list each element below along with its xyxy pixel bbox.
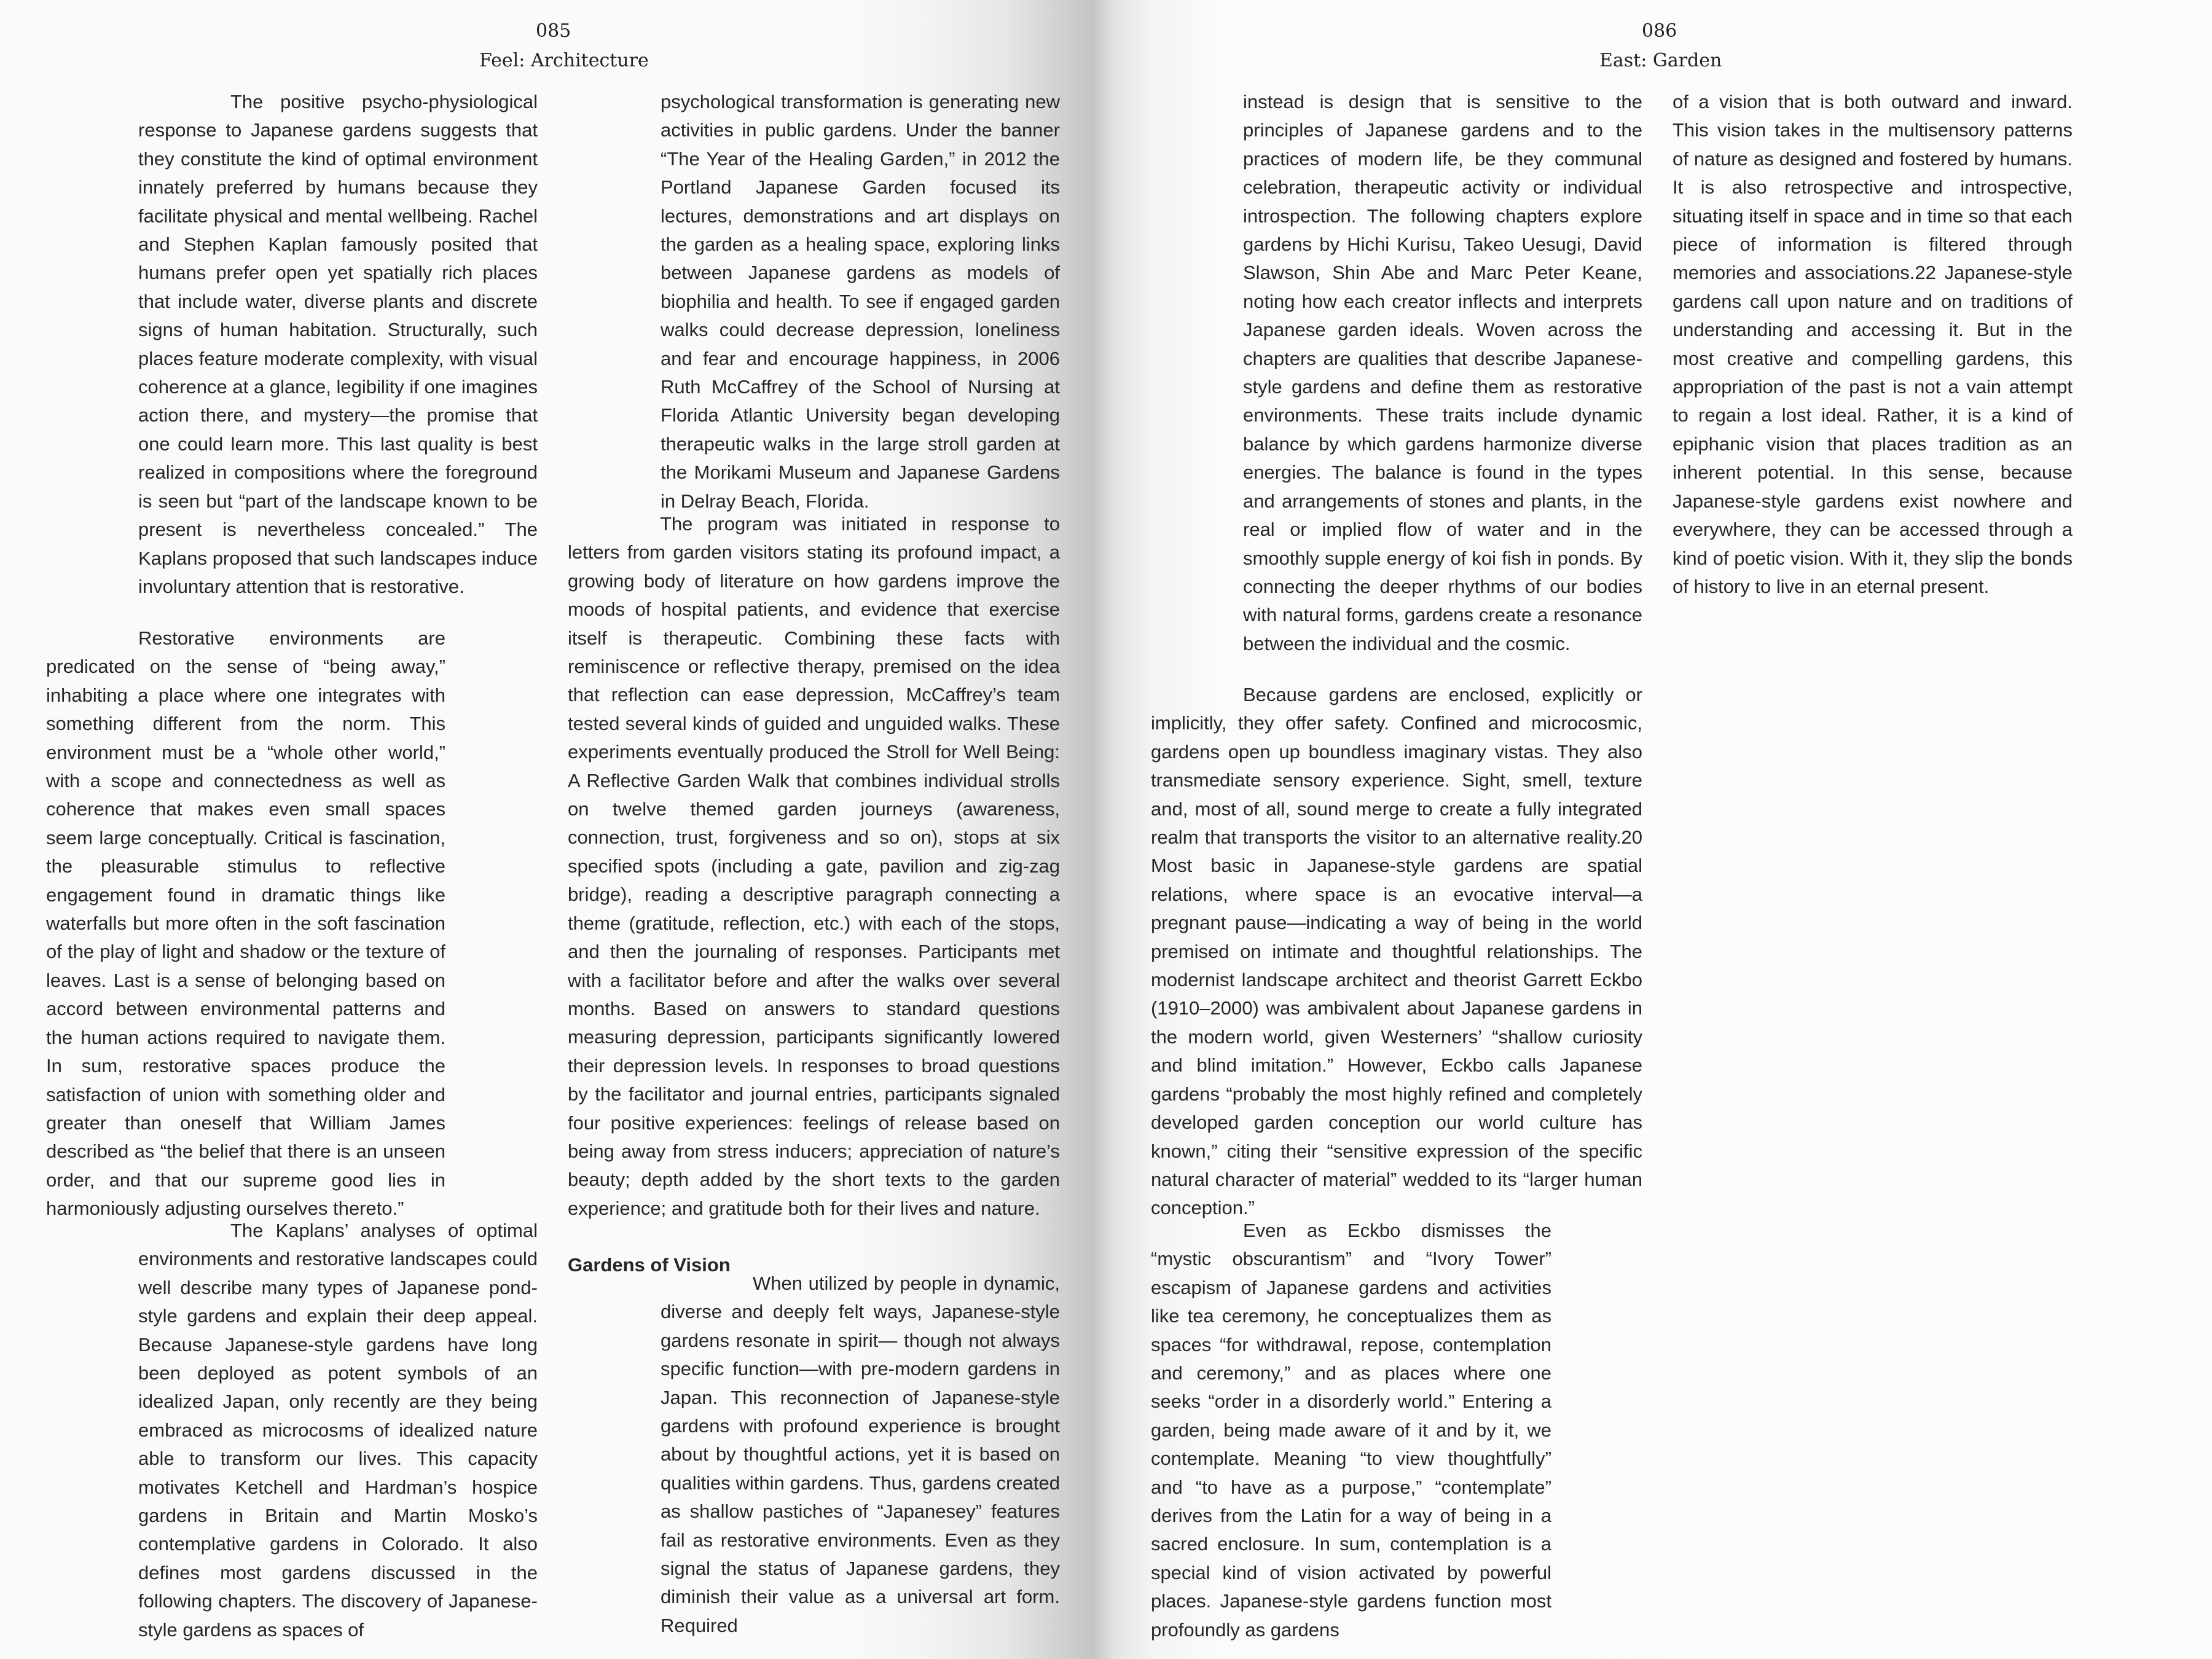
left-column-2-middle xyxy=(568,510,1060,1280)
paragraph: Even as Eckbo dismisses the “mystic obscurantism” and “Ivory Tower” escapism of Japanese gardens and activities like tea ceremony, he conceptualizes them as spaces “for withdrawal, repose, contemplation and ceremony,” and as places where one seeks “order in a disorderly world.” Entering a garden, being made aware of it and by it, we contemplate. Meaning “to view thoughtfully” and “to have as a purpose,” “contemplate” derives from the Latin for a way of being in a sacred enclosure. In sum, contemplation is a special kind of vision activated by powerful places. Japanese-style gardens function most profoundly as gardens xyxy=(1151,1220,1551,1641)
left-column-1-upper xyxy=(138,88,538,601)
left-page-number: 085 xyxy=(536,20,571,42)
paragraph: instead is design that is sensitive to the principles of Japanese gardens and to the practices of modern life, be they communal celebration, therapeutic activity or individual introspection. The following chapters explore gardens by Hichi Kurisu, Takeo Uesugi, David Slawson, Shin Abe and Marc Peter Keane, noting how each creator inflects and interprets Japanese garden ideals. Woven across the chapters are qualities that describe Japanese-style gardens and define them as restorative environments. These traits include dynamic balance by which gardens harmonize diverse energies. The balance is found in the types and arrangements of stones and plants, in the real or implied flow of water and in the smoothly supple energy of koi fish in ponds. By connecting the deeper rhythms of our bodies with natural forms, gardens create a resonance between the individual and the cosmic. xyxy=(1243,91,1642,654)
left-column-2-lower xyxy=(661,1269,1060,1640)
right-column-1-upper xyxy=(1243,88,1642,658)
paragraph: Because gardens are enclosed, explicitly or implicitly, they offer safety. Confined and microcosmic, gardens open up boundless imaginary vistas. They also transmediate sensory experience. Sight, smell, texture and, most of all, sound merge to create a fully integrated realm that transports the visitor to an alternative reality.20 Most basic in Japanese-style gardens are spatial relations, where space is an evocative interval—a pregnant pause—indicating a way of being in the world premised on intimate and thoughtful relationships. The modernist landscape architect and theorist Garrett Eckbo (1910–2000) was ambivalent about Japanese gardens in the modern world, given Westerners’ “shallow curiosity and blind imitation.” However, Eckbo calls Japanese gardens “probably the most highly refined and completely developed garden conception our world culture has known,” citing their “sensitive expression of the specific natural character of material” wedded to its “larger human conception.” xyxy=(1151,684,1642,1219)
left-running-head: Feel: Architecture xyxy=(479,50,649,71)
paragraph: When utilized by people in dynamic, diverse and deeply felt ways, Japanese-style gardens resonate in spirit— though not always specific function—with pre-modern gardens in Japan. This reconnection of Japanese-style gardens with profound experience is brought about by thoughtful actions, yet it is based on qualities within gardens. Thus, gardens created as shallow pastiches of “Japanesey” features fail as restorative environments. Even as they signal the status of Japanese gardens, they diminish their value as a universal art form. Required xyxy=(661,1273,1060,1636)
paragraph: Restorative environments are predicated on the sense of “being away,” inhabiting a place where one integrates with something different from the norm. This environment must be a “whole other world,” with a scope and connectedness as well as coherence that makes even small spaces seem large conceptually. Critical is fascination, the pleasurable stimulus to reflective engagement found in dramatic things like waterfalls but more often in the soft fascination of the play of light and shadow or the texture of leaves. Last is a sense of belonging based on accord between environmental patterns and the human actions required to navigate them. In sum, restorative spaces produce the satisfaction of union with something older and greater than oneself that William James described as “the belief that there is an unseen order, and that our supreme good lies in harmoniously adjusting ourselves thereto.” xyxy=(46,627,445,1220)
right-page-number: 086 xyxy=(1642,20,1677,42)
section-heading: Gardens of Vision xyxy=(568,1254,731,1276)
right-column-1-lower xyxy=(1151,1217,1551,1644)
right-column-2 xyxy=(1673,88,2073,601)
right-column-1-middle xyxy=(1151,681,1642,1223)
paragraph: The program was initiated in response to letters from garden visitors stating its profound impact, a growing body of literature on how gardens improve the moods of hospital patients, and evidence that exercise itself is therapeutic. Combining these facts with reminiscence or reflective therapy, premised on the idea that reflection can ease depression, McCaffrey’s team tested several kinds of guided and unguided walks. These experiments eventually produced the Stroll for Well Being: A Reflective Garden Walk that combines individual strolls on twelve themed garden journeys (awareness, connection, trust, forgiveness and so on), stops at six specified spots (including a gate, pavilion and zig-zag bridge), reading a descriptive paragraph connecting a theme (gratitude, reflection, etc.) with each of the stops, and then the journaling of responses. Participants met with a facilitator before and after the walks over several months. Based on answers to standard questions measuring depression, participants significantly lowered their depression levels. In responses to broad questions by the facilitator and journal entries, participants signaled four positive experiences: feelings of release based on being away from stress inducers; appreciation of nature’s beauty; depth added by the short texts to the garden experience; and gratitude both for their lives and nature. xyxy=(568,513,1060,1219)
paragraph: The positive psycho-physiological response to Japanese gardens suggests that they constitute the kind of optimal environment innately preferred by humans because they facilitate physical and mental wellbeing. Rachel and Stephen Kaplan famously posited that humans prefer open yet spatially rich places that include water, diverse plants and discrete signs of human habitation. Structurally, such places feature moderate complexity, with visual coherence at a glance, legibility if one imagines action there, and mystery—the promise that one could learn more. This last quality is best realized in compositions where the foreground is seen but “part of the landscape known to be present is nevertheless concealed.” The Kaplans proposed that such landscapes induce involuntary attention that is restorative. xyxy=(138,91,538,597)
left-column-1-middle xyxy=(46,624,445,1223)
left-column-1-lower xyxy=(138,1217,538,1644)
paragraph: psychological transformation is generating new activities in public gardens. Under the banner “The Year of the Healing Garden,” in 2012 the Portland Japanese Garden focused its lectures, demonstrations and art displays on the garden as a healing space, exploring links between Japanese gardens as models of biophilia and health. To see if engaged garden walks could decrease depression, loneliness and fear and encourage happiness, in 2006 Ruth McCaffrey of the School of Nursing at Florida Atlantic University began developing therapeutic walks in the large stroll garden at the Morikami Museum and Japanese Gardens in Delray Beach, Florida. xyxy=(661,91,1060,512)
left-column-2-upper xyxy=(661,88,1060,516)
paragraph: of a vision that is both outward and inward. This vision takes in the multisensory patterns of nature as designed and fostered by humans. It is also retrospective and introspective, situating itself in space and in time so that each piece of information is filtered through memories and associations.22 Japanese-style gardens call upon nature and on traditions of understanding and accessing it. But in the most creative and compelling gardens, this appropriation of the past is not a vain attempt to regain a lost ideal. Rather, it is a kind of epiphanic vision that places tradition as an inherent potential. In this sense, because Japanese-style gardens exist nowhere and everywhere, they can be accessed through a kind of poetic vision. With it, they slip the bonds of history to live in an eternal present. xyxy=(1673,91,2073,597)
paragraph: The Kaplans’ analyses of optimal environments and restorative landscapes could well describe many types of Japanese pond-style gardens and explain their deep appeal. Because Japanese-style gardens have long been deployed as potent symbols of an idealized Japan, only recently are they being embraced as microcosms of idealized nature able to transform our lives. This capacity motivates Ketchell and Hardman’s hospice gardens in Britain and Martin Mosko’s contemplative gardens in Colorado. It also defines most gardens discussed in the following chapters. The discovery of Japanese-style gardens as spaces of xyxy=(138,1220,538,1641)
right-running-head: East: Garden xyxy=(1599,50,1722,71)
